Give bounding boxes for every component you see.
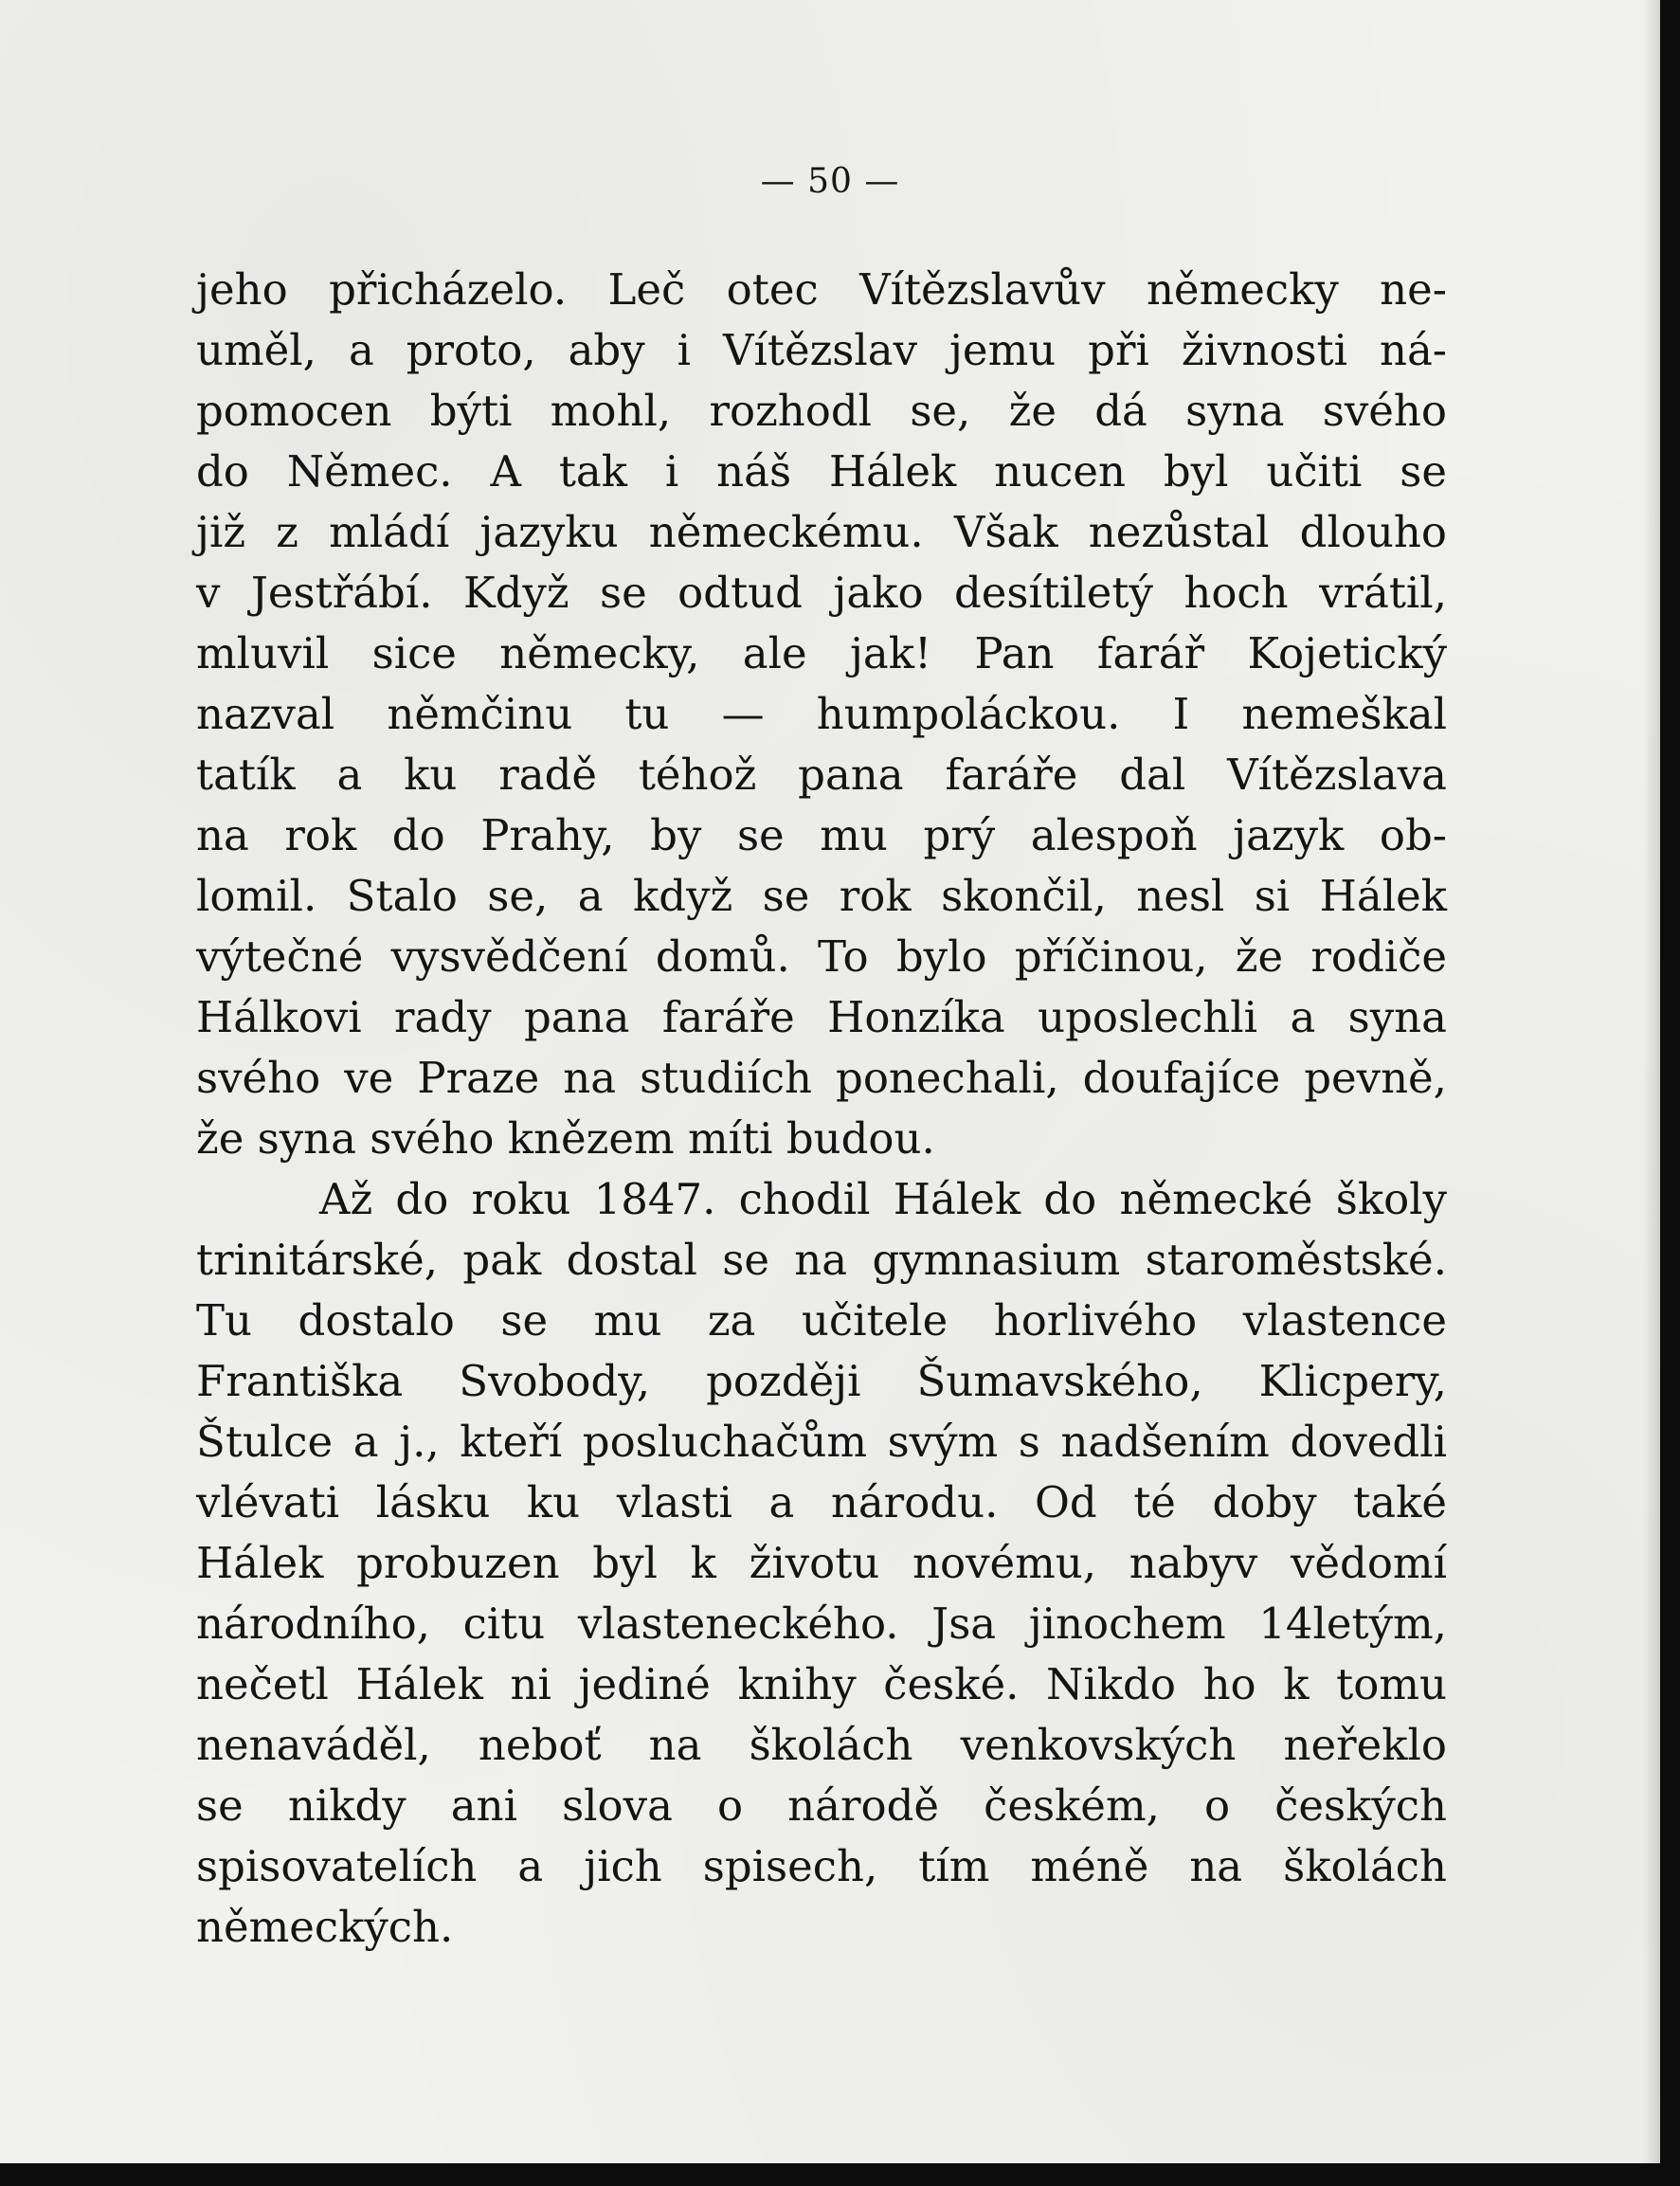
text-line: lomil. Stalo se, a když se rok skončil, nesl si Hálek <box>196 871 1447 921</box>
text-line: pomocen býti mohl, rozhodl se, že dá syna svého <box>196 386 1447 436</box>
text-line: národního, citu vlasteneckého. Jsa jinochem 14letým, <box>196 1599 1447 1649</box>
text-line: se nikdy ani slova o národě českém, o českých <box>196 1780 1447 1831</box>
text-line: že syna svého knězem míti budou. <box>196 1113 935 1164</box>
text-line: Až do roku 1847. chodil Hálek do německé školy <box>319 1174 1447 1224</box>
text-line: výtečné vysvědčení domů. To bylo příčinou, že rodiče <box>196 931 1447 982</box>
text-line: jeho přicházelo. Leč otec Vítězslavův německy ne- <box>196 264 1447 315</box>
text-line: uměl, a proto, aby i Vítězslav jemu při živnosti ná- <box>196 325 1447 375</box>
text-line: spisovatelích a jich spisech, tím méně na školách <box>196 1841 1447 1891</box>
text-line: Hálkovi rady pana faráře Honzíka uposlechli a syna <box>196 992 1447 1042</box>
page-number: — 50 — <box>760 162 900 201</box>
text-line: již z mládí jazyku německému. Však nezůstal dlouho <box>196 507 1447 557</box>
text-line: nazval němčinu tu — humpoláckou. I nemeškal <box>196 689 1447 739</box>
text-body <box>196 260 1447 1958</box>
text-line: Štulce a j., kteří posluchačům svým s nadšením dovedli <box>196 1417 1447 1467</box>
text-line: Františka Svobody, později Šumavského, Klicpery, <box>196 1356 1447 1406</box>
text-line: v Jestřábí. Když se odtud jako desítiletý hoch vrátil, <box>196 568 1447 618</box>
text-line: německých. <box>196 1902 454 1952</box>
page-edge-shadow <box>1643 0 1660 2163</box>
text-line: do Němec. A tak i náš Hálek nucen byl učiti se <box>196 446 1447 497</box>
text-line: nečetl Hálek ni jediné knihy české. Nikdo ho k tomu <box>196 1659 1447 1709</box>
text-line: na rok do Prahy, by se mu prý alespoň jazyk ob- <box>196 810 1447 860</box>
text-line: nenaváděl, neboť na školách venkovských neřeklo <box>196 1720 1447 1770</box>
text-line: mluvil sice německy, ale jak! Pan farář Kojetický <box>196 628 1447 678</box>
text-line: svého ve Praze na studiích ponechali, doufajíce pevně, <box>196 1053 1447 1103</box>
text-line: Tu dostalo se mu za učitele horlivého vlastence <box>196 1295 1447 1346</box>
text-line: Hálek probuzen byl k životu novému, nabyv vědomí <box>196 1538 1447 1588</box>
text-line: trinitárské, pak dostal se na gymnasium staroměstské. <box>196 1235 1447 1285</box>
text-line: tatík a ku radě téhož pana faráře dal Vítězslava <box>196 750 1447 800</box>
text-line: vlévati lásku ku vlasti a národu. Od té doby také <box>196 1477 1447 1527</box>
